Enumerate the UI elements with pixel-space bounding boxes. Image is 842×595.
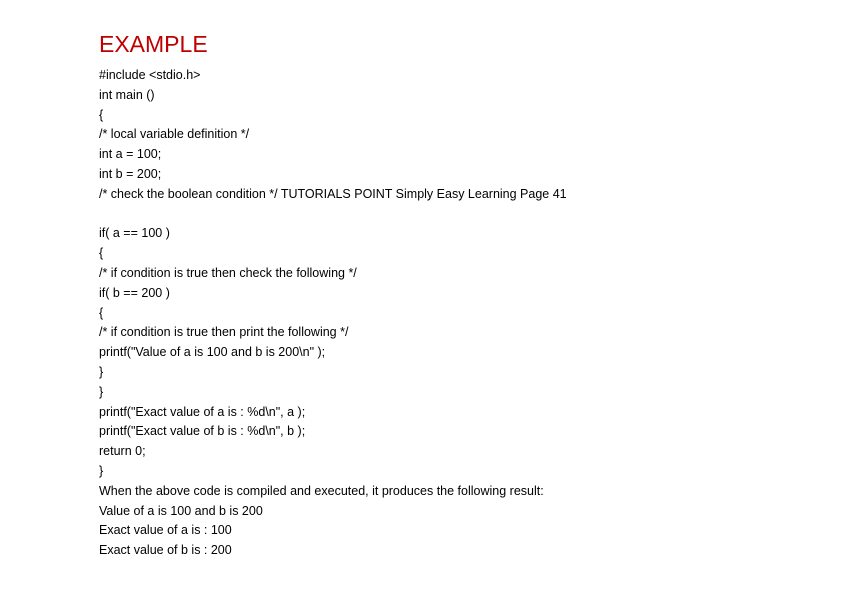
code-line: int a = 100; [99,147,162,162]
section-title: EXAMPLE [99,31,208,57]
output-line: Exact value of a is : 100 [99,523,232,538]
code-line: printf("Exact value of a is : %d\n", a ); [99,404,306,419]
code-line-with-footer: /* check the boolean condition */ TUTORIALS POINT Simply Easy Learning Page 41 [99,186,567,201]
code-line: return 0; [99,444,146,459]
code-line: int b = 200; [99,166,162,181]
body-text: When the above code is compiled and executed, it produces the following result: [99,483,544,498]
code-line: /* local variable definition */ [99,127,250,142]
code-line: } [99,463,104,478]
code-line: { [99,107,104,122]
code-line: { [99,246,104,261]
code-line: if( a == 100 ) [99,226,170,241]
output-line: Value of a is 100 and b is 200 [99,503,263,518]
code-line: { [99,305,104,320]
code-line: } [99,364,104,379]
code-line: int main () [99,87,155,102]
code-line: printf("Exact value of b is : %d\n", b ); [99,424,306,439]
output-line: Exact value of b is : 200 [99,543,232,558]
code-line: /* if condition is true then print the following */ [99,325,349,340]
code-listing [99,66,567,561]
code-line: if( b == 200 ) [99,285,170,300]
code-line: #include <stdio.h> [99,68,201,82]
code-line: printf("Value of a is 100 and b is 200\n" ); [99,345,326,360]
code-line: } [99,384,104,399]
code-line: /* if condition is true then check the following */ [99,265,357,280]
blank-line [99,205,567,225]
